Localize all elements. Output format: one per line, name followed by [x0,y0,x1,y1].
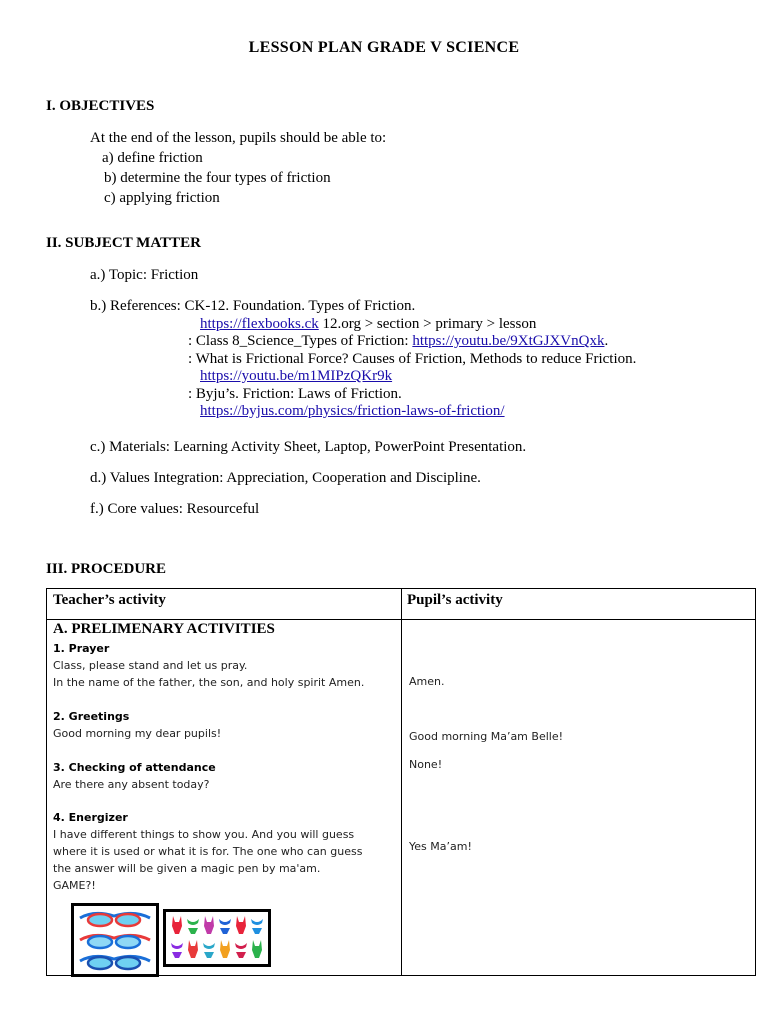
reference-3-text: : What is Frictional Force? Causes of Friction, Methods to reduce Friction. [188,351,637,367]
materials-line: c.) Materials: Learning Activity Sheet, Laptop, PowerPoint Presentation. [90,439,527,455]
page-title: LESSON PLAN GRADE V SCIENCE [248,39,520,56]
reference-2-link-a[interactable]: https [412,333,442,349]
energizer-text: GAME?! [53,879,96,892]
attendance-text: Are there any absent today? [53,778,210,791]
reference-4-text: : Byju’s. Friction: Laws of Friction. [188,386,402,402]
pupil-response-greeting: Good morning Ma’am Belle! [409,730,563,743]
reference-2-period: . [604,333,609,349]
swimsuit-icon [251,919,263,934]
values-line: d.) Values Integration: Appreciation, Cooperation and Discipline. [90,470,481,486]
procedure-heading: III. PROCEDURE [46,561,167,577]
prayer-text: In the name of the father, the son, and holy spirit Amen. [53,676,365,689]
energizer-text: I have different things to show you. And you will guess [53,828,355,841]
preliminary-activities-heading: A. PRELIMENARY ACTIVITIES [53,621,275,637]
swimsuit-icon [171,943,183,958]
pupil-response-energizer: Yes Ma’am! [409,840,472,853]
objectives-intro: At the end of the lesson, pupils should be able to: [90,130,387,146]
swimsuit-icon [219,919,231,934]
reference-2 [188,333,608,350]
reference-3 [200,368,392,385]
energizer-heading: 4. Energizer [53,811,128,824]
swimsuits-image [163,909,271,967]
swimsuit-icon [236,916,246,934]
swimsuit-icons [166,912,268,964]
objectives-heading: I. OBJECTIVES [46,98,155,114]
prayer-text: Class, please stand and let us pray. [53,659,248,672]
column-divider [401,589,402,975]
objective-item: a) define friction [102,150,203,166]
references-line: b.) References: CK-12. Foundation. Types of Friction. [90,298,416,314]
pupil-response-amen: Amen. [409,675,445,688]
energizer-text: the answer will be given a magic pen by ma'am. [53,862,321,875]
core-values-line: f.) Core values: Resourceful [90,501,260,517]
reference-3-link[interactable]: https://youtu.be/m1MIPzQKr9k [200,368,393,384]
prayer-heading: 1. Prayer [53,642,110,655]
greetings-text: Good morning my dear pupils! [53,727,222,740]
teacher-column-header: Teacher’s activity [53,592,166,608]
swimsuit-icon [172,916,182,934]
goggles-icon [80,956,150,969]
reference-4-link[interactable]: https://byjus.com/physics/friction-laws-of-friction/ [200,403,505,419]
pupil-response-attendance: None! [409,758,443,771]
reference-1-link[interactable]: https://flexbooks.ck [200,316,319,332]
goggles-icon [80,913,150,926]
swimming-goggles-image [71,903,159,977]
swimsuit-icon [220,940,230,958]
energizer-text: where it is used or what it is for. The one who can guess [53,845,363,858]
reference-1-path: 12.org > section > primary > lesson [318,316,537,332]
header-divider [47,619,755,620]
goggles-icon [80,935,150,948]
reference-2-text: : Class 8_Science_Types of Friction: [188,333,413,349]
objective-item: c) applying friction [104,190,220,206]
reference-2-link-b[interactable]: ://youtu.be/9XtGJXVnQxk [441,333,605,349]
pupil-column-header: Pupil’s activity [407,592,503,608]
topic-line: a.) Topic: Friction [90,267,199,283]
greetings-heading: 2. Greetings [53,710,130,723]
objective-item: b) determine the four types of friction [104,170,331,186]
subject-matter-heading: II. SUBJECT MATTER [46,235,201,251]
attendance-heading: 3. Checking of attendance [53,761,216,774]
reference-4 [200,403,505,420]
swimsuit-icon [187,919,199,934]
reference-1 [200,316,536,333]
swimsuit-icon [252,940,262,958]
swimsuit-icon [204,916,214,934]
swimsuit-icon [235,943,247,958]
procedure-table [46,588,756,976]
swimsuit-icon [203,943,215,958]
swimsuit-icon [188,940,198,958]
